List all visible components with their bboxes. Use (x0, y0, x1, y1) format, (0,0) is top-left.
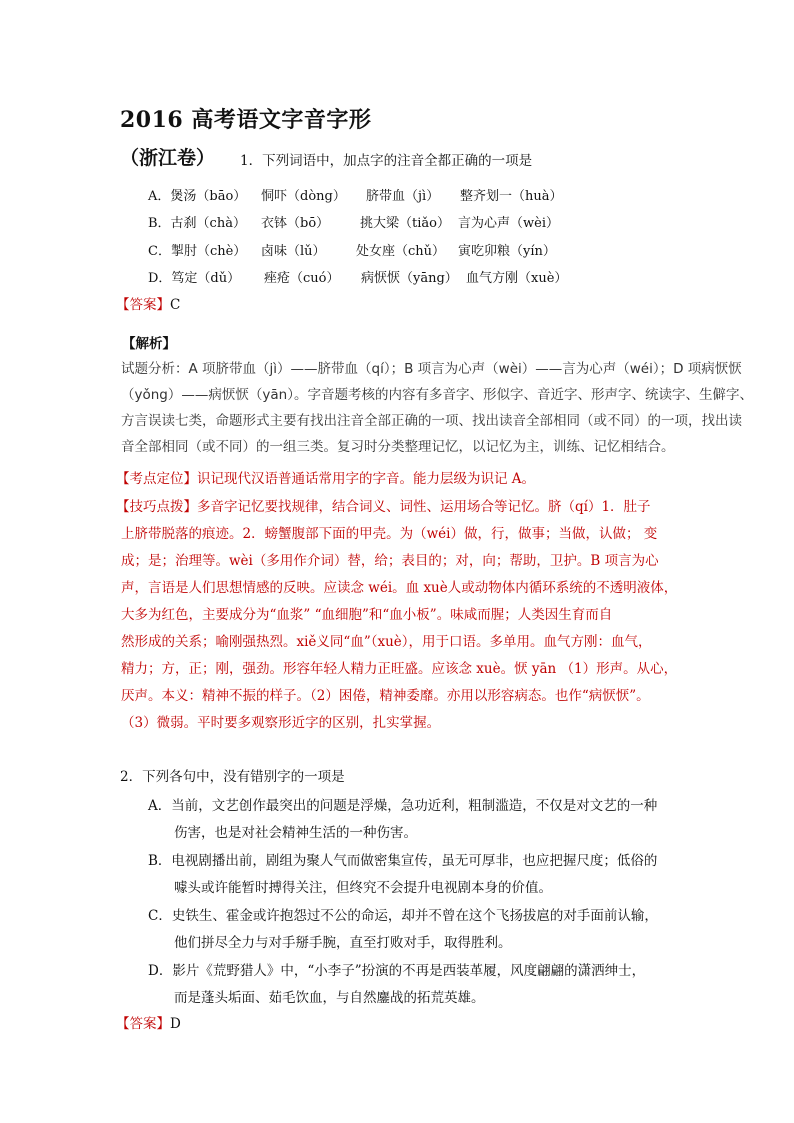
answer-1 (116, 293, 180, 313)
option-a-2: 恫吓（dòng） (261, 189, 346, 204)
kaodian-section (116, 467, 535, 487)
option-a-4: 整齐划一（huà） (460, 189, 563, 204)
option-b-3: 挑大梁（tiǎo） (360, 216, 450, 231)
kaodian-label: 【考点定位】 (116, 471, 197, 487)
option-d-1: D．笃定（dǔ） (148, 271, 241, 286)
answer-value: D (170, 1016, 181, 1032)
analysis-line: （yǒng）——病恹恹（yān）。字音题考核的内容有多音字、形似字、音近字、形声字、统读字、生僻字、 (121, 387, 753, 403)
option-b-2: 衣钵（bō） (261, 216, 330, 231)
q2-option-b-line1: B．电视剧播出前，剧组为聚人气而做密集宣传，虽无可厚非，也应把握尺度；低俗的 (148, 853, 658, 869)
q2-option-a-line1: A．当前，文艺创作最突出的问题是浮燥，急功近利，粗制滥造，不仅是对文艺的一种 (148, 798, 658, 814)
region-label: （浙江卷） (120, 147, 216, 169)
analysis-line: 试题分析：A 项脐带血（jì）——脐带血（qí）；B 项言为心声（wèi）——言为心声（wéi）；D 项病恹恹 (121, 361, 742, 377)
jiqiao-first-line (116, 495, 686, 515)
answer-label: 【答案】 (116, 1016, 170, 1032)
q2-option-d-line1: D．影片《荒野猎人》中，“小李子”扮演的不再是西装革履，风度翩翩的潇洒绅士， (148, 963, 646, 979)
jiqiao-text: 多音字记忆要找规律，结合词义、词性、运用场合等记忆。脐（qí）1．肚子 (197, 499, 651, 515)
jiqiao-line: 上脐带脱落的痕迹。2．螃蟹腹部下面的甲壳。为（wéi）做，行，做事；当做，认做； 变 (121, 526, 658, 542)
q2-option-a-line2: 伤害，也是对社会精神生活的一种伤害。 (174, 825, 417, 841)
jiqiao-line: 精力；方，正；刚，强劲。形容年轻人精力正旺盛。应该念 xuè。恹 yān （1）形声。从心， (121, 661, 678, 677)
option-c-2: 卤味（lǔ） (261, 244, 326, 259)
q2-option-c-line2: 他们拼尽全力与对手掰手腕，直至打败对手，取得胜利。 (174, 935, 512, 951)
jiqiao-label: 【技巧点拨】 (116, 499, 197, 515)
q2-option-d-line2: 而是蓬头垢面、茹毛饮血，与自然鏖战的拓荒英雄。 (174, 990, 485, 1006)
option-a-1: A．煲汤（bāo） (148, 189, 247, 204)
option-d-4: 血气方刚（xuè） (466, 271, 568, 286)
jiqiao-line: （3）微弱。平时要多观察形近字的区别，扎实掌握。 (121, 715, 441, 731)
option-a-3: 脐带血（jì） (366, 189, 440, 204)
analysis-line: 音全部相同（或不同）的一组三类。复习时分类整理记忆，以记忆为主，训练、记忆相结合。 (121, 439, 675, 455)
option-d-2: 痤疮（cuó） (264, 271, 340, 286)
jiqiao-line: 厌声。本义：精神不振的样子。（2）困倦，精神委靡。亦用以形容病态。也作“病恹恹”。 (121, 688, 650, 704)
page-title: 2016 高考语文字音字形 (120, 107, 372, 133)
jiqiao-line: 大多为红色，主要成分为“血浆” “血细胞”和“血小板”。味咸而腥；人类因生育而自 (121, 607, 613, 623)
jiqiao-line: 成；是；治理等。wèi（多用作介词）替，给；表目的；对，向；帮助，卫护。B 项言为心 (121, 553, 659, 569)
jiqiao-line: 声，言语是人们思想情感的反映。应读念 wéi。血 xuè人或动物体内循环系统的不透明液体， (121, 580, 678, 596)
option-d-3: 病恹恹（yāng） (361, 271, 458, 286)
answer-value: C (170, 297, 181, 313)
q2-option-b-line2: 噱头或许能暂时搏得关注，但终究不会提升电视剧本身的价值。 (174, 880, 552, 896)
answer-label: 【答案】 (116, 297, 170, 313)
kaodian-text: 识记现代汉语普通话常用字的字音。能力层级为识记 A。 (197, 471, 536, 487)
jiqiao-line: 然形成的关系；喻刚强热烈。xiě义同“血”（xuè），用于口语。多单用。血气方刚：血气， (121, 634, 652, 650)
option-c-1: C．掣肘（chè） (148, 244, 247, 259)
question-2-stem: 2．下列各句中，没有错别字的一项是 (120, 769, 345, 785)
option-c-4: 寅吃卯粮（yín） (458, 244, 556, 259)
answer-2 (116, 1012, 181, 1032)
analysis-title: 【解析】 (122, 336, 176, 352)
option-b-4: 言为心声（wèi） (458, 216, 559, 231)
option-c-3: 处女座（chǔ） (356, 244, 446, 259)
q2-option-c-line1: C．史铁生、霍金或许抱怨过不公的命运，却并不曾在这个飞扬拔扈的对手面前认输， (148, 908, 658, 924)
question-1-stem: 1．下列词语中，加点字的注音全都正确的一项是 (240, 153, 533, 169)
option-b-1: B．古刹（chà） (148, 216, 246, 231)
analysis-line: 方言误读七类，命题形式主要有找出注音全部正确的一项、找出读音全部相同（或不同）的一项，找出读 (121, 413, 742, 429)
